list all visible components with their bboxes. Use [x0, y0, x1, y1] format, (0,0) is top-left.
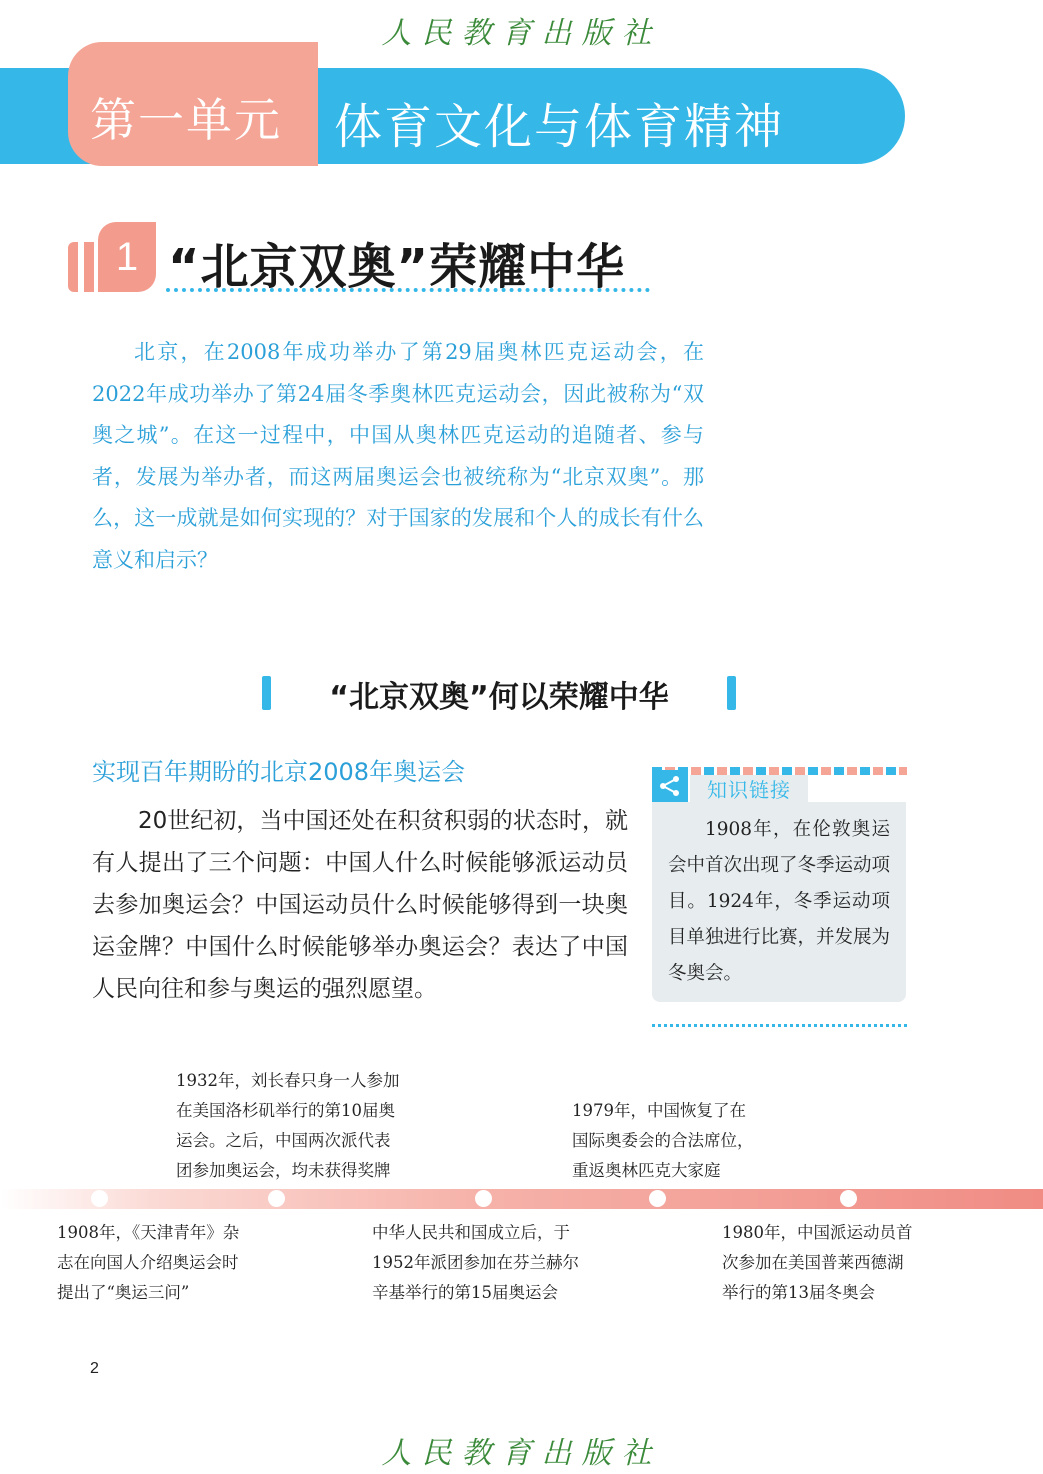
timeline-dot — [268, 1190, 285, 1207]
knowledge-link-divider — [652, 1024, 907, 1027]
timeline-note-1952: 中华人民共和国成立后，于 1952年派团参加在芬兰赫尔 辛基举行的第15届奥运会 — [372, 1223, 579, 1302]
lesson-number: 1 — [98, 222, 156, 292]
knowledge-link-text: 1908年，在伦敦奥运会中首次出现了冬季运动项目。1924年，冬季运动项目单独进行比赛，并发展为冬奥会。 — [668, 819, 891, 984]
unit-title: 体育文化与体育精神 — [334, 99, 785, 155]
timeline-note-1979: 1979年，中国恢复了在 国际奥委会的合法席位， 重返奥林匹克大家庭 — [572, 1101, 754, 1180]
timeline-dot — [840, 1190, 857, 1207]
lesson-decor-bar — [68, 242, 78, 292]
timeline-note-1932: 1932年，刘长春只身一人参加 在美国洛杉矶举行的第10届奥 运会。之后，中国两次派代表 团参加奥运会，均未获得奖牌 — [176, 1071, 400, 1180]
section-marker-right — [727, 676, 736, 710]
intro-paragraph: 北京，在2008年成功举办了第29届奥林匹克运动会，在2022年成功举办了第24届冬季奥林匹克运动会，因此被称为“双奥之城”。在这一过程中，中国从奥林匹克运动的追随者、参与者，发展为举办者，而这两届奥运会也被统称为“北京双奥”。那么，这一成就是如何实现的？对于国家的发展和个人的成长有什么意义和启示？ — [92, 340, 704, 572]
share-link-icon — [652, 770, 688, 802]
unit-label: 第一单元 — [90, 93, 282, 147]
timeline-dot — [649, 1190, 666, 1207]
timeline-dot — [475, 1190, 492, 1207]
body-paragraph: 20世纪初，当中国还处在积贫积弱的状态时，就有人提出了三个问题：中国人什么时候能够派运动员去参加奥运会？中国运动员什么时候能够得到一块奥运金牌？中国什么时候能够举办奥运会？表达了中国人民向往和参与奥运的强烈愿望。 — [92, 808, 628, 1002]
lesson-title: “北京双奥”荣耀中华 — [168, 239, 626, 295]
section-title: “北京双奥”何以荣耀中华 — [329, 680, 669, 715]
knowledge-link-label: 知识链接 — [690, 775, 808, 802]
lesson-title-underline — [166, 288, 650, 292]
publisher-logo-top: 人民教育出版社 — [381, 16, 662, 51]
lesson-decor-bar — [84, 242, 94, 292]
timeline-dot — [91, 1190, 108, 1207]
section-marker-left — [262, 676, 271, 710]
timeline-note-1980: 1980年，中国派运动员首 次参加在美国普莱西德湖 举行的第13届冬奥会 — [722, 1223, 913, 1302]
timeline-bar — [0, 1189, 1043, 1209]
subsection-title: 实现百年期盼的北京2008年奥运会 — [92, 758, 466, 786]
publisher-logo-bottom: 人民教育出版社 — [381, 1436, 662, 1471]
timeline-note-1908: 1908年，《天津青年》杂 志在向国人介绍奥运会时 提出了“奥运三问” — [57, 1223, 240, 1302]
page-number: 2 — [90, 1360, 99, 1377]
